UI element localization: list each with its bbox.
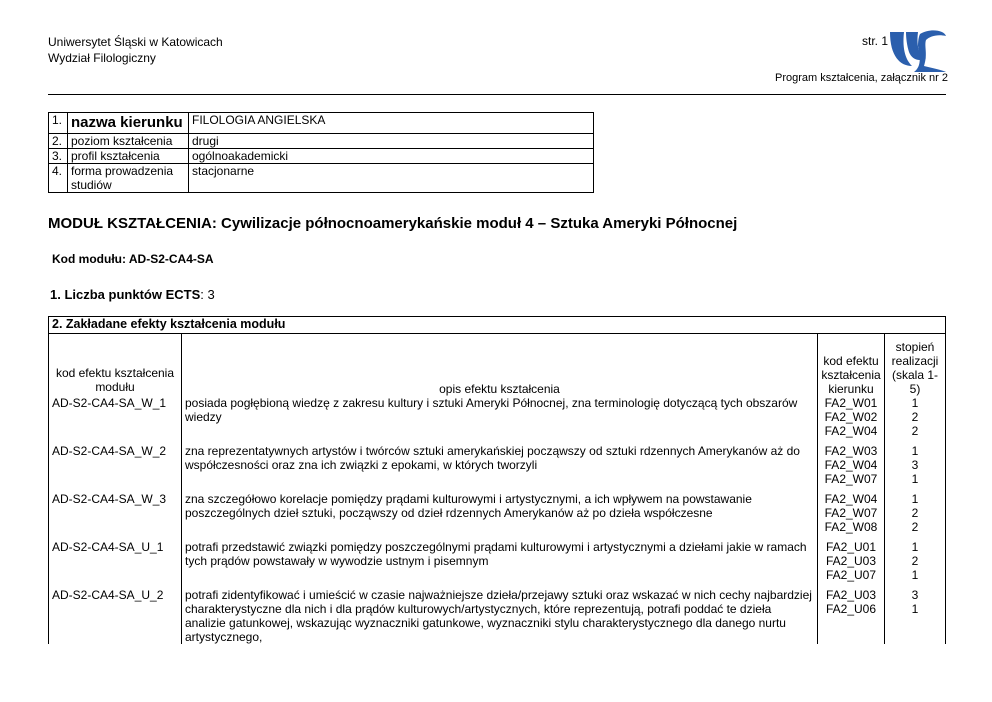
major-code: FA2_U03 — [825, 554, 877, 568]
outcomes-header-row — [49, 334, 946, 397]
major-codes — [818, 540, 885, 588]
info-row — [49, 164, 594, 193]
outcome-desc: zna reprezentatywnych artystów i twórców sztuki amerykańskiej począwszy od sztuki rdzennych Amerykanów aż do współczesności oraz zna ich związki z epokami, w których tworzyli — [182, 444, 818, 492]
outcome-desc: zna szczegółowo korelacje pomiędzy prądami kulturowymi i artystycznymi, a ich wpływem na powstawanie poszczególnych dzieł sztuki, począwszy od dzieł rdzennych Amerykanów aż po dzieła współczesne — [182, 492, 818, 540]
info-row — [49, 134, 594, 149]
level-value: 1 — [911, 444, 919, 458]
info-label: forma prowadzenia studiów — [68, 164, 189, 193]
header-code: kod efektu kształcenia modułu — [49, 334, 182, 397]
major-code: FA2_U01 — [825, 540, 877, 554]
outcome-desc: posiada pogłębioną wiedzę z zakresu kultury i sztuki Ameryki Północnej, zna terminologię dotyczącą tych obszarów wiedzy — [182, 396, 818, 444]
university-name: Uniwersytet Śląski w Katowicach — [48, 35, 223, 49]
university-logo — [884, 26, 948, 76]
table-row — [49, 444, 946, 492]
major-code: FA2_W07 — [824, 472, 878, 486]
program-info-table — [48, 112, 594, 193]
level-value: 1 — [911, 568, 919, 582]
levels — [885, 492, 946, 540]
major-code: FA2_U06 — [825, 602, 877, 616]
major-code: FA2_W08 — [824, 520, 878, 534]
major-code: FA2_U03 — [825, 588, 877, 602]
level-value: 2 — [911, 554, 919, 568]
info-value: FILOLOGIA ANGIELSKA — [189, 113, 594, 134]
ects-points — [50, 287, 215, 302]
info-num: 4. — [49, 164, 68, 193]
info-value: stacjonarne — [189, 164, 594, 193]
outcomes-section-title: 2. Zakładane efekty kształcenia modułu — [49, 317, 946, 334]
major-code: FA2_W04 — [824, 424, 878, 438]
major-code: FA2_W07 — [824, 506, 878, 520]
level-value: 1 — [911, 472, 919, 486]
table-row — [49, 492, 946, 540]
level-value: 3 — [911, 458, 919, 472]
outcome-code: AD-S2-CA4-SA_W_3 — [49, 492, 182, 540]
level-value: 2 — [911, 424, 919, 438]
outcome-code: AD-S2-CA4-SA_U_1 — [49, 540, 182, 588]
module-title: MODUŁ KSZTAŁCENIA: Cywilizacje północnoamerykańskie moduł 4 – Sztuka Ameryki Północnej — [48, 215, 738, 232]
level-value: 1 — [911, 540, 919, 554]
ects-value: : 3 — [200, 287, 215, 302]
major-codes — [818, 492, 885, 540]
header-institution — [48, 34, 223, 66]
major-codes — [818, 588, 885, 644]
header-major-code: kod efektu kształcenia kierunku — [818, 334, 885, 397]
major-code: FA2_W03 — [824, 444, 878, 458]
faculty-name: Wydział Filologiczny — [48, 51, 156, 65]
info-label: nazwa kierunku — [68, 113, 189, 134]
table-row — [49, 588, 946, 644]
info-value: ogólnoakademicki — [189, 149, 594, 164]
outcome-code: AD-S2-CA4-SA_W_1 — [49, 396, 182, 444]
learning-outcomes-table — [48, 316, 946, 644]
info-label: poziom kształcenia — [68, 134, 189, 149]
page-number: str. 1 — [862, 34, 889, 48]
header-divider — [48, 94, 946, 95]
ects-label: 1. Liczba punktów ECTS — [50, 287, 201, 302]
outcome-desc: potrafi przedstawić związki pomiędzy poszczególnymi prądami kulturowymi i artystycznymi a dziełami jakie w ramach tych prądów powstawały w wywodzie ustnym i pisemnym — [182, 540, 818, 588]
level-value: 1 — [911, 602, 919, 616]
major-code: FA2_W04 — [824, 458, 878, 472]
outcome-code: AD-S2-CA4-SA_U_2 — [49, 588, 182, 644]
level-value: 1 — [911, 492, 919, 506]
outcome-desc: potrafi zidentyfikować i umieścić w czasie najważniejsze dzieła/przejawy sztuki oraz wskazać w nich cechy najbardziej charakterystyczne dla nich i dla prądów kulturowych/artystycznych, które reprezentują, potrafi poddać te dzieła analizie gatunkowej, wskazując wyznaczniki gatunkowe, wyznaczniki stylu charakterystycznego dla danego nurtu artystycznego, — [182, 588, 818, 644]
level-value: 2 — [911, 410, 919, 424]
major-code: FA2_W02 — [824, 410, 878, 424]
major-codes — [818, 444, 885, 492]
level-value: 1 — [911, 396, 919, 410]
info-num: 1. — [49, 113, 68, 134]
levels — [885, 444, 946, 492]
levels — [885, 588, 946, 644]
info-row — [49, 113, 594, 134]
major-codes — [818, 396, 885, 444]
major-code: FA2_U07 — [825, 568, 877, 582]
level-value: 3 — [911, 588, 919, 602]
info-row — [49, 149, 594, 164]
major-code: FA2_W04 — [824, 492, 878, 506]
major-code: FA2_W01 — [824, 396, 878, 410]
levels — [885, 540, 946, 588]
header-desc: opis efektu kształcenia — [182, 334, 818, 397]
level-value: 2 — [911, 506, 919, 520]
table-row — [49, 396, 946, 444]
levels — [885, 396, 946, 444]
info-num: 2. — [49, 134, 68, 149]
table-row — [49, 540, 946, 588]
info-label: profil kształcenia — [68, 149, 189, 164]
program-annex: Program kształcenia, załącznik nr 2 — [774, 72, 948, 84]
level-value: 2 — [911, 520, 919, 534]
info-num: 3. — [49, 149, 68, 164]
module-code: Kod modułu: AD-S2-CA4-SA — [52, 252, 214, 266]
info-value: drugi — [189, 134, 594, 149]
outcome-code: AD-S2-CA4-SA_W_2 — [49, 444, 182, 492]
header-level: stopień realizacji (skala 1-5) — [885, 334, 946, 397]
